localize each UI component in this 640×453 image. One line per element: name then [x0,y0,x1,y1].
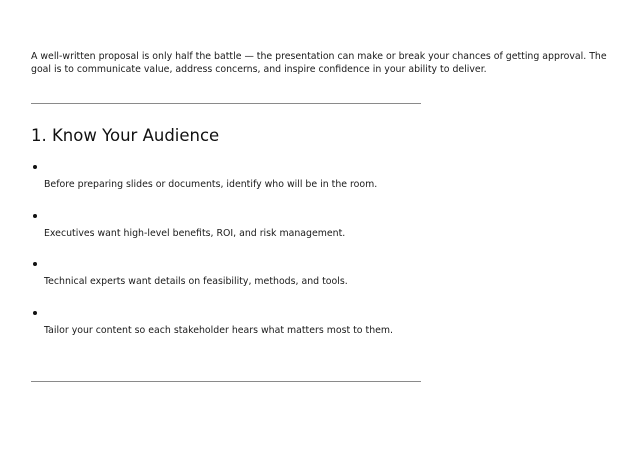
list-item-text: Executives want high-level benefits, ROI, and risk management. [44,227,346,239]
list-item-text: Before preparing slides or documents, identify who will be in the room. [44,179,378,190]
list-item [31,160,591,209]
list-item-text: Tailor your content so each stakeholder hears what matters most to them. [44,324,394,336]
section-heading: 1. Know Your Audience [31,126,220,145]
bullet-icon [33,311,37,315]
section-divider-bottom [31,381,421,382]
list-item [31,257,591,306]
bullet-icon [33,165,37,169]
bullet-icon [33,214,37,218]
list-item [31,209,591,258]
section-divider-top [31,103,421,104]
bullet-icon [33,262,37,266]
audience-bullet-list [31,160,591,354]
intro-paragraph: A well-written proposal is only half the battle — the presentation can make or break your chances of getting approval. The goal is to communicate value, address concerns, and inspire confidence in your ability to deliver. [31,51,607,75]
list-item [31,306,591,355]
list-item-text: Technical experts want details on feasibility, methods, and tools. [44,276,348,287]
